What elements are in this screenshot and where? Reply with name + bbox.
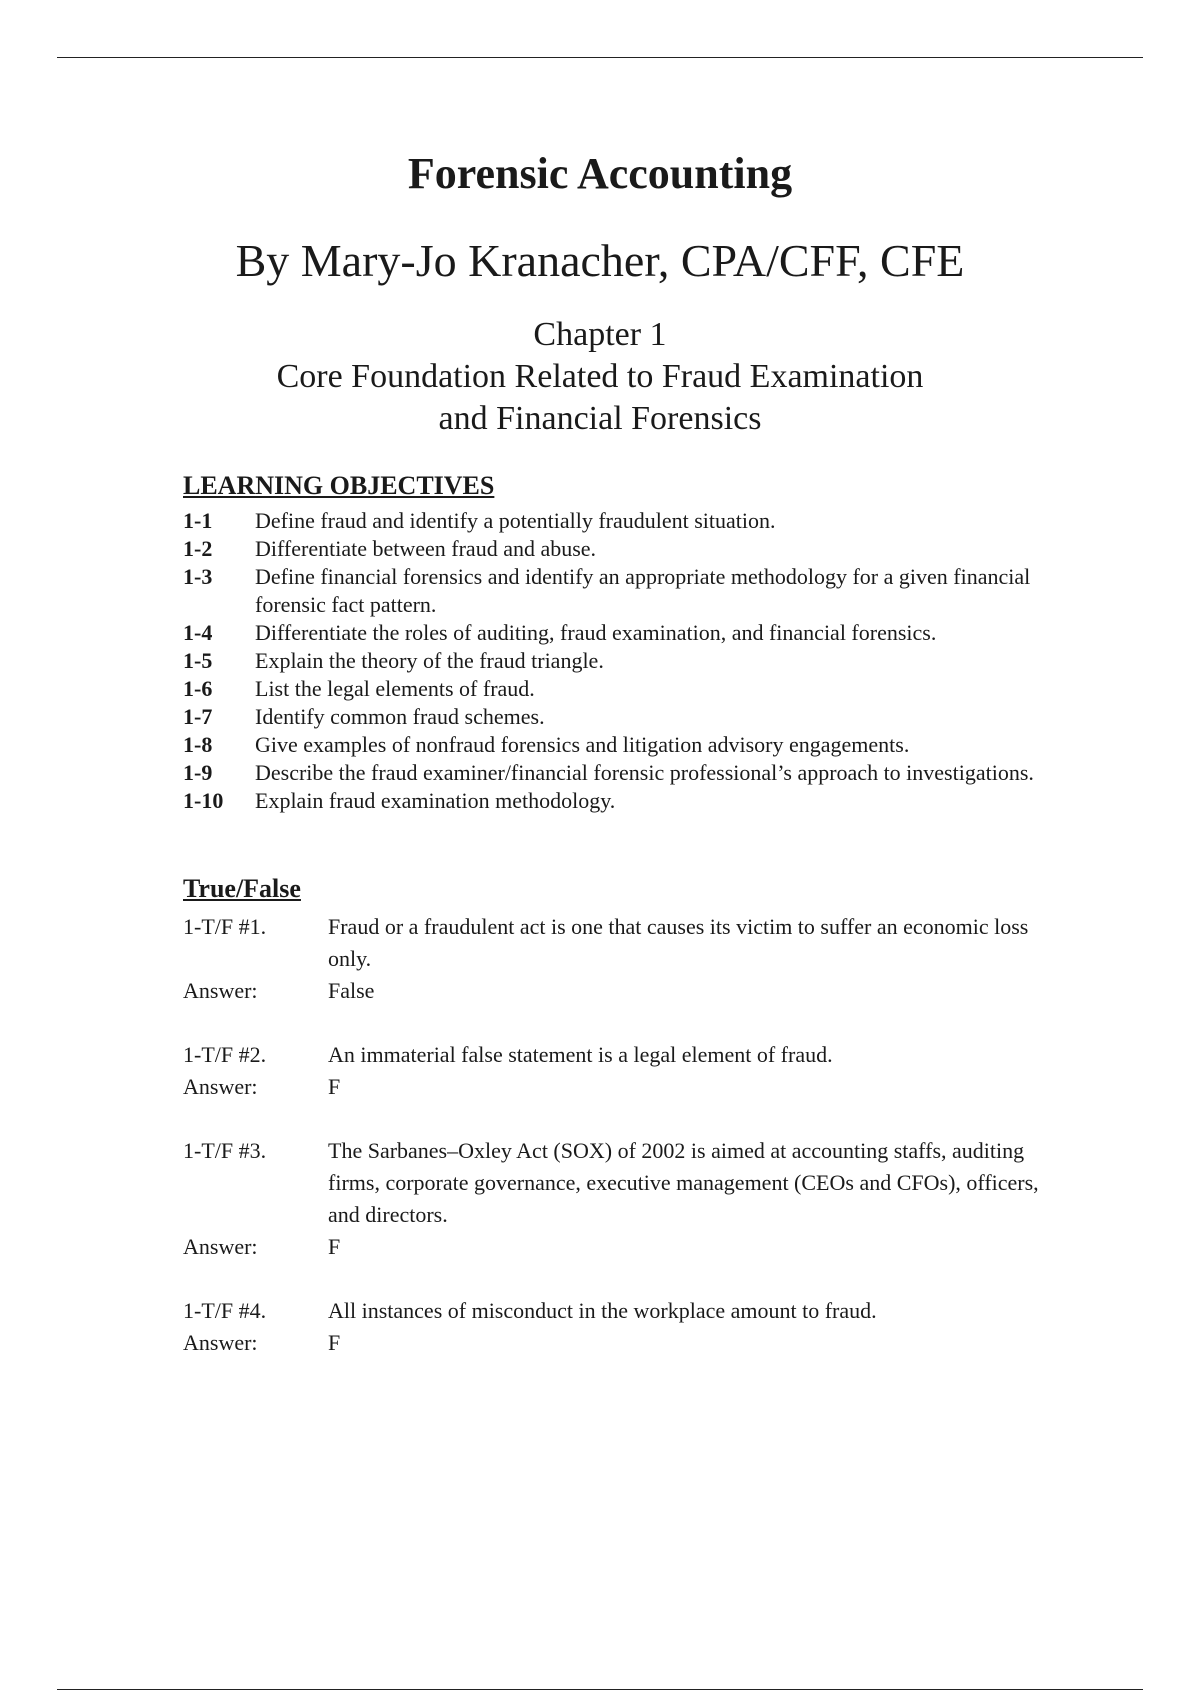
author-line: By Mary-Jo Kranacher, CPA/CFF, CFE: [235, 235, 965, 286]
question-text: An immaterial false statement is a legal element of fraud.: [328, 1042, 833, 1067]
objective-number: 1-2: [183, 536, 213, 561]
answer-label: Answer:: [183, 1074, 258, 1099]
objective-number: 1-5: [183, 648, 213, 673]
answer-label: Answer:: [183, 1234, 258, 1259]
answer-label: Answer:: [183, 978, 258, 1003]
question-label: 1-T/F #2.: [183, 1042, 267, 1067]
objective-text: Describe the fraud examiner/financial forensic professional’s approach to investigations.: [255, 760, 1034, 785]
objective-item: [183, 563, 1083, 619]
chapter-heading: [0, 314, 1200, 440]
objective-text: Identify common fraud schemes.: [255, 704, 545, 729]
objective-text: Differentiate the roles of auditing, fraud examination, and financial forensics.: [255, 620, 937, 645]
true-false-question: [183, 911, 1063, 1007]
question-row: [183, 911, 1063, 975]
objective-item: [183, 675, 1083, 703]
chapter-title-line-1: Core Foundation Related to Fraud Examination: [276, 358, 924, 395]
chapter-title-line-2: and Financial Forensics: [438, 400, 762, 437]
answer-value: F: [328, 1074, 341, 1099]
objective-number: 1-4: [183, 620, 213, 645]
objective-text: Differentiate between fraud and abuse.: [255, 536, 597, 561]
objective-number: 1-10: [183, 788, 224, 813]
objective-item: [183, 647, 1083, 675]
objective-number: 1-7: [183, 704, 213, 729]
objective-item: [183, 731, 1083, 759]
question-text: The Sarbanes–Oxley Act (SOX) of 2002 is aimed at accounting staffs, auditing firms, corporate governance, executive management (CEOs and CFOs), officers, and directors.: [328, 1138, 1039, 1227]
objective-number: 1-3: [183, 564, 213, 589]
objective-text: Define financial forensics and identify an appropriate methodology for a given financial forensic fact pattern.: [255, 564, 1031, 617]
objective-text: Explain the theory of the fraud triangle.: [255, 648, 604, 673]
objective-number: 1-9: [183, 760, 213, 785]
question-label: 1-T/F #4.: [183, 1298, 267, 1323]
learning-objectives-heading: LEARNING OBJECTIVES: [183, 471, 495, 500]
learning-objectives-list: [183, 507, 1083, 815]
question-label: 1-T/F #1.: [183, 914, 267, 939]
objective-number: 1-1: [183, 508, 213, 533]
objective-number: 1-6: [183, 676, 213, 701]
objective-text: Explain fraud examination methodology.: [255, 788, 616, 813]
true-false-question: [183, 1039, 1063, 1103]
objective-number: 1-8: [183, 732, 213, 757]
true-false-question: [183, 1135, 1063, 1263]
objective-item: [183, 759, 1083, 787]
answer-label: Answer:: [183, 1330, 258, 1355]
answer-row: [183, 1071, 1063, 1103]
question-row: [183, 1135, 1063, 1231]
question-text: All instances of misconduct in the workplace amount to fraud.: [328, 1298, 877, 1323]
true-false-question: [183, 1295, 1063, 1359]
objective-text: List the legal elements of fraud.: [255, 676, 535, 701]
answer-row: [183, 1327, 1063, 1359]
question-text: Fraud or a fraudulent act is one that causes its victim to suffer an economic loss only.: [328, 914, 1029, 971]
answer-row: [183, 1231, 1063, 1263]
objective-item: [183, 703, 1083, 731]
answer-value: False: [328, 978, 375, 1003]
chapter-number: Chapter 1: [533, 316, 667, 353]
objective-text: Give examples of nonfraud forensics and litigation advisory engagements.: [255, 732, 910, 757]
true-false-list: [183, 911, 1063, 1391]
true-false-heading: True/False: [183, 874, 301, 903]
top-rule: [57, 57, 1143, 58]
objective-text: Define fraud and identify a potentially fraudulent situation.: [255, 508, 776, 533]
objective-item: [183, 787, 1083, 815]
question-row: [183, 1295, 1063, 1327]
objective-item: [183, 507, 1083, 535]
document-title: Forensic Accounting: [407, 149, 793, 198]
answer-value: F: [328, 1330, 341, 1355]
question-row: [183, 1039, 1063, 1071]
answer-row: [183, 975, 1063, 1007]
bottom-rule: [57, 1689, 1143, 1690]
objective-item: [183, 535, 1083, 563]
objective-item: [183, 619, 1083, 647]
question-label: 1-T/F #3.: [183, 1138, 267, 1163]
answer-value: F: [328, 1234, 341, 1259]
